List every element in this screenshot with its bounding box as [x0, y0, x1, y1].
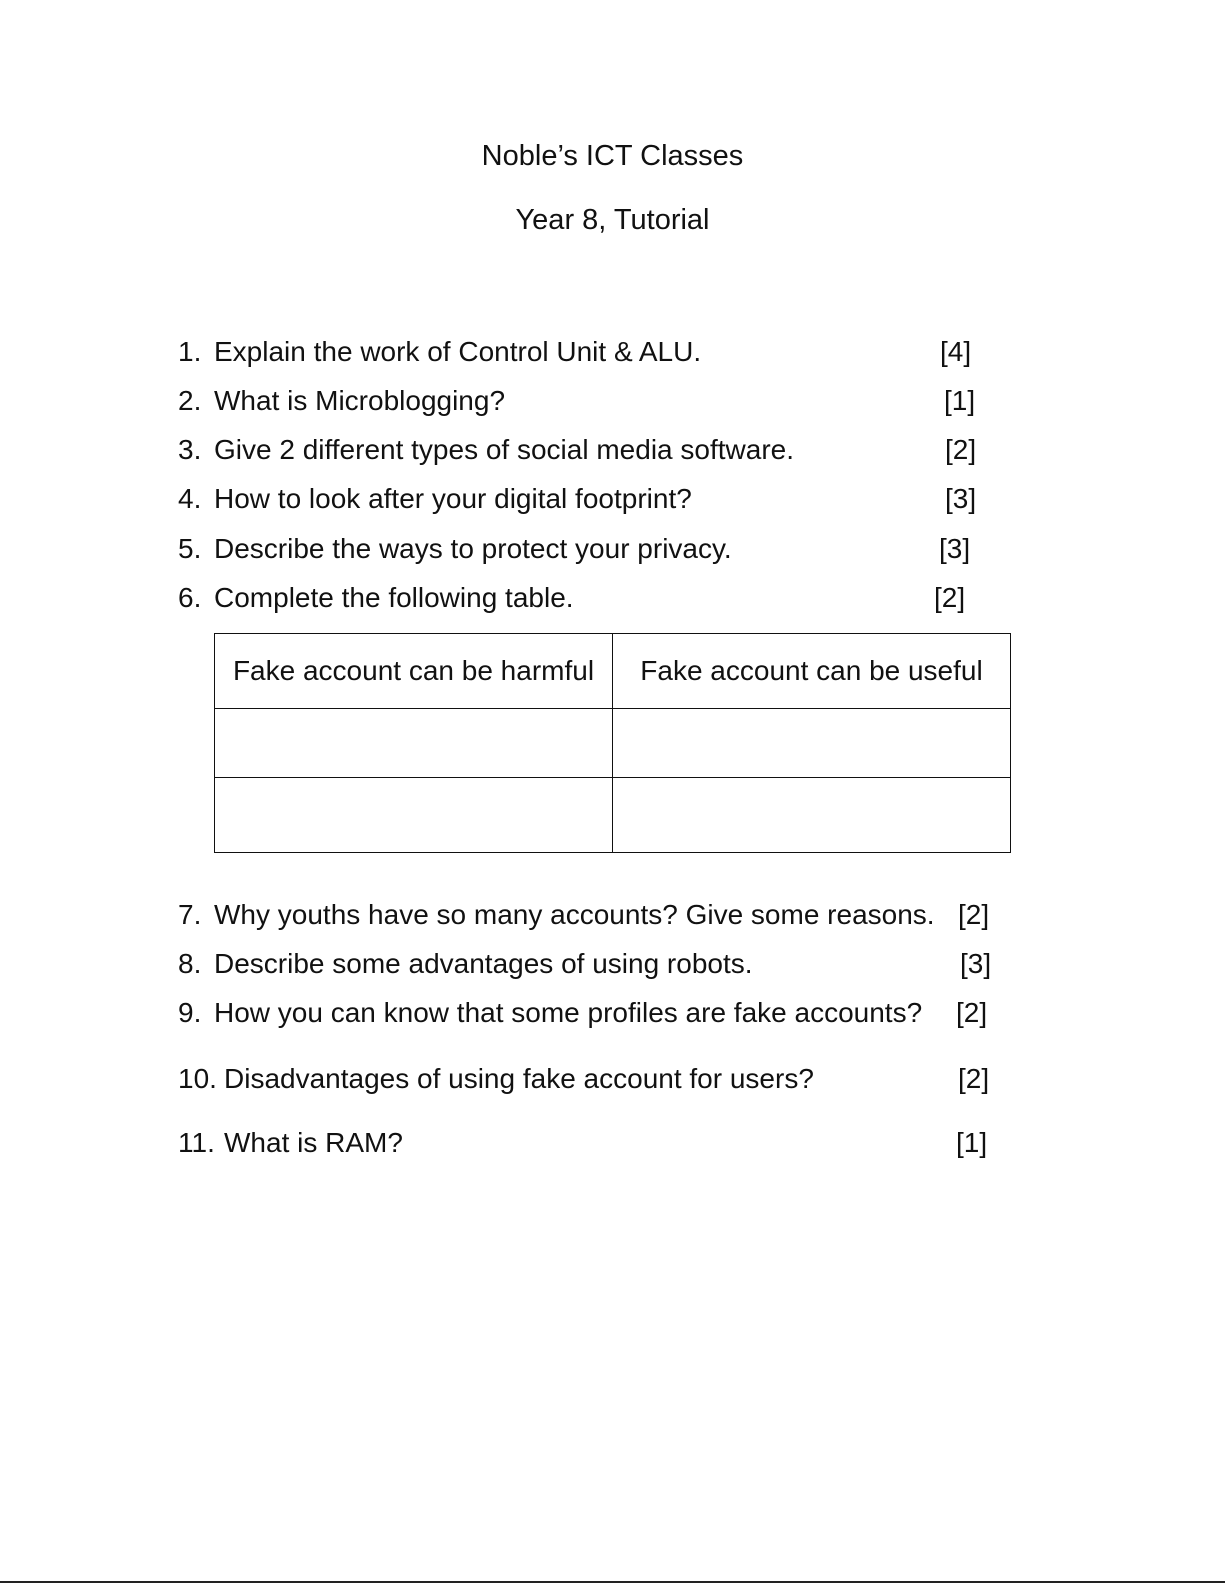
question-marks: [1] [956, 1127, 988, 1158]
question-marks: [2] [934, 582, 966, 613]
page-subtitle: Year 8, Tutorial [515, 204, 710, 236]
table-cell-harmful [215, 709, 613, 778]
question-marks: [2] [945, 434, 977, 465]
question-number: 4. [178, 483, 202, 514]
question-text: Disadvantages of using fake account for users? [224, 1063, 814, 1094]
question-number: 8. [178, 948, 202, 979]
question-marks: [3] [945, 483, 977, 514]
question-number: 7. [178, 899, 202, 930]
table-cell-useful [613, 709, 1011, 778]
question-text: What is Microblogging? [214, 385, 506, 416]
fake-account-table [214, 633, 1011, 853]
question-number: 1. [178, 336, 202, 367]
table-row [215, 778, 1011, 853]
question-text: Give 2 different types of social media software. [214, 434, 794, 465]
question-number: 5. [178, 533, 202, 564]
question-text: How you can know that some profiles are fake accounts? [214, 997, 923, 1028]
question-marks: [3] [939, 533, 971, 564]
question-number: 2. [178, 385, 202, 416]
question-marks: [2] [956, 997, 988, 1028]
table-header-row [215, 634, 1011, 709]
question-text: Why youths have so many accounts? Give some reasons. [214, 899, 935, 930]
table-cell-harmful [215, 778, 613, 853]
question-number: 3. [178, 434, 202, 465]
question-text: Explain the work of Control Unit & ALU. [214, 336, 702, 367]
table-row [215, 709, 1011, 778]
table-header-harmful: Fake account can be harmful [215, 634, 613, 709]
question-text: What is RAM? [224, 1127, 403, 1158]
question-text: Describe the ways to protect your privacy. [214, 533, 732, 564]
question-marks: [2] [958, 1063, 990, 1094]
question-text: How to look after your digital footprint? [214, 483, 692, 514]
page-bottom-divider [0, 1581, 1225, 1583]
table-header-useful: Fake account can be useful [613, 634, 1011, 709]
page-title: Noble’s ICT Classes [481, 140, 744, 172]
question-marks: [1] [944, 385, 976, 416]
question-number: 11. [178, 1127, 215, 1158]
question-number: 10. [178, 1063, 217, 1094]
question-marks: [4] [940, 336, 972, 367]
question-text: Describe some advantages of using robots. [214, 948, 753, 979]
question-marks: [3] [960, 948, 992, 979]
question-text: Complete the following table. [214, 582, 574, 613]
table-cell-useful [613, 778, 1011, 853]
question-marks: [2] [958, 899, 990, 930]
question-number: 9. [178, 997, 202, 1028]
question-number: 6. [178, 582, 202, 613]
